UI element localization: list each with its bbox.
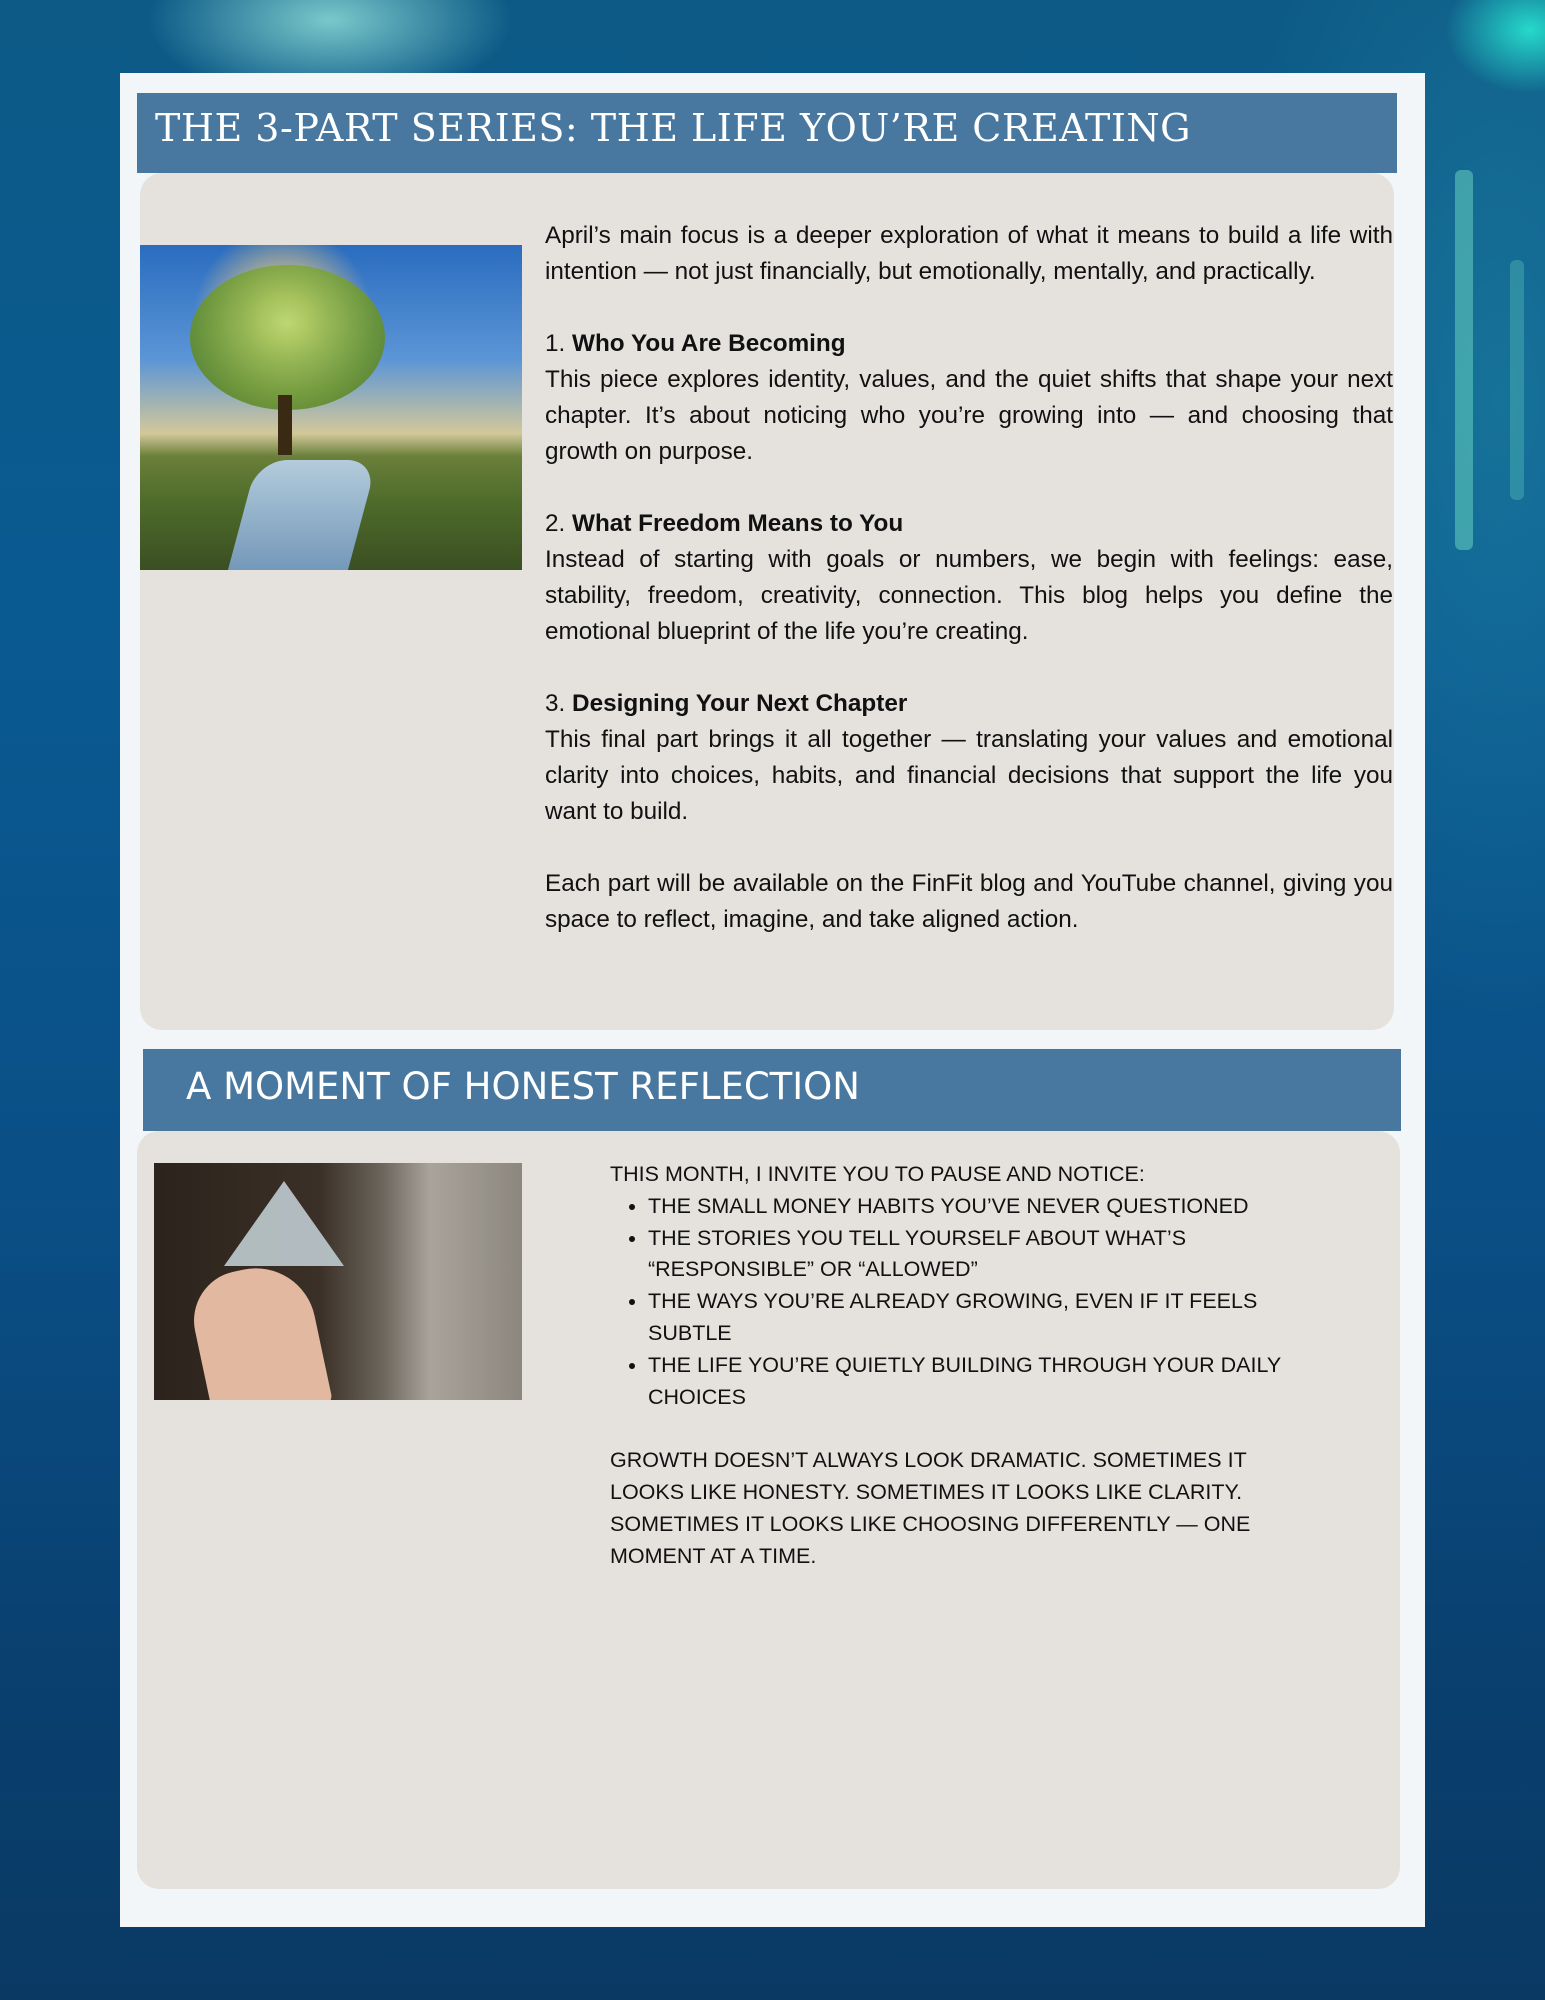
- series-item: [545, 326, 1393, 470]
- series-closing: Each part will be available on the FinFit blog and YouTube channel, giving you space to reflect, imagine, and take aligned action.: [545, 870, 1393, 933]
- mirror-hand-image: [154, 1163, 522, 1400]
- reflection-body: [610, 1159, 1300, 1572]
- series-item-text: This piece explores identity, values, and the quiet shifts that shape your next chapter. It’s about noticing who you’re growing into — and choosing that growth on purpose.: [545, 366, 1393, 465]
- hand: [185, 1257, 334, 1400]
- reflection-header-banner: [143, 1049, 1401, 1131]
- series-item-heading: 2. What Freedom Means to You: [545, 510, 904, 537]
- series-item-heading: 1. Who You Are Becoming: [545, 330, 846, 357]
- reflection-lead: THIS MONTH, I INVITE YOU TO PAUSE AND NOTICE:: [610, 1162, 1145, 1186]
- tree-canopy: [190, 265, 385, 410]
- series-item: [545, 506, 1393, 650]
- stream: [223, 460, 378, 570]
- series-item: [545, 686, 1393, 830]
- list-item: • THE SMALL MONEY HABITS YOU’VE NEVER QUESTIONED: [648, 1191, 1300, 1223]
- reflection-list: [610, 1191, 1300, 1414]
- background-decor-line: [1510, 260, 1524, 500]
- tree-sunrise-image: [140, 245, 522, 570]
- series-item-text: This final part brings it all together — translating your values and emotional clarity into choices, habits, and financial decisions that support the life you want to build.: [545, 726, 1393, 825]
- series-title: THE 3-PART SERIES: THE LIFE YOU’RE CREATING: [155, 106, 1192, 150]
- mirror-shard: [224, 1181, 344, 1266]
- background-decor-line: [1455, 170, 1473, 550]
- series-body: [545, 218, 1393, 974]
- series-item-heading: 3. Designing Your Next Chapter: [545, 690, 908, 717]
- tree-trunk: [278, 395, 292, 455]
- list-item: • THE LIFE YOU’RE QUIETLY BUILDING THROUGH YOUR DAILY CHOICES: [648, 1350, 1300, 1414]
- series-header-banner: [137, 93, 1397, 173]
- newsletter-page: [120, 73, 1425, 1927]
- reflection-title: A MOMENT OF HONEST REFLECTION: [186, 1065, 860, 1108]
- series-item-text: Instead of starting with goals or numbers, we begin with feelings: ease, stability, freedom, creativity, connection. This blog helps you define the emotional blueprint of the life you’re creating.: [545, 546, 1393, 645]
- list-item: • THE STORIES YOU TELL YOURSELF ABOUT WHAT’S “RESPONSIBLE” OR “ALLOWED”: [648, 1223, 1300, 1287]
- reflection-closing: GROWTH DOESN’T ALWAYS LOOK DRAMATIC. SOMETIMES IT LOOKS LIKE HONESTY. SOMETIMES IT LOOKS LIKE CLARITY. SOMETIMES IT LOOKS LIKE CHOOSING DIFFERENTLY — ONE MOMENT AT A TIME.: [610, 1448, 1251, 1568]
- series-intro: April’s main focus is a deeper exploration of what it means to build a life with intention — not just financially, but emotionally, mentally, and practically.: [545, 222, 1393, 285]
- list-item: • THE WAYS YOU’RE ALREADY GROWING, EVEN IF IT FEELS SUBTLE: [648, 1286, 1300, 1350]
